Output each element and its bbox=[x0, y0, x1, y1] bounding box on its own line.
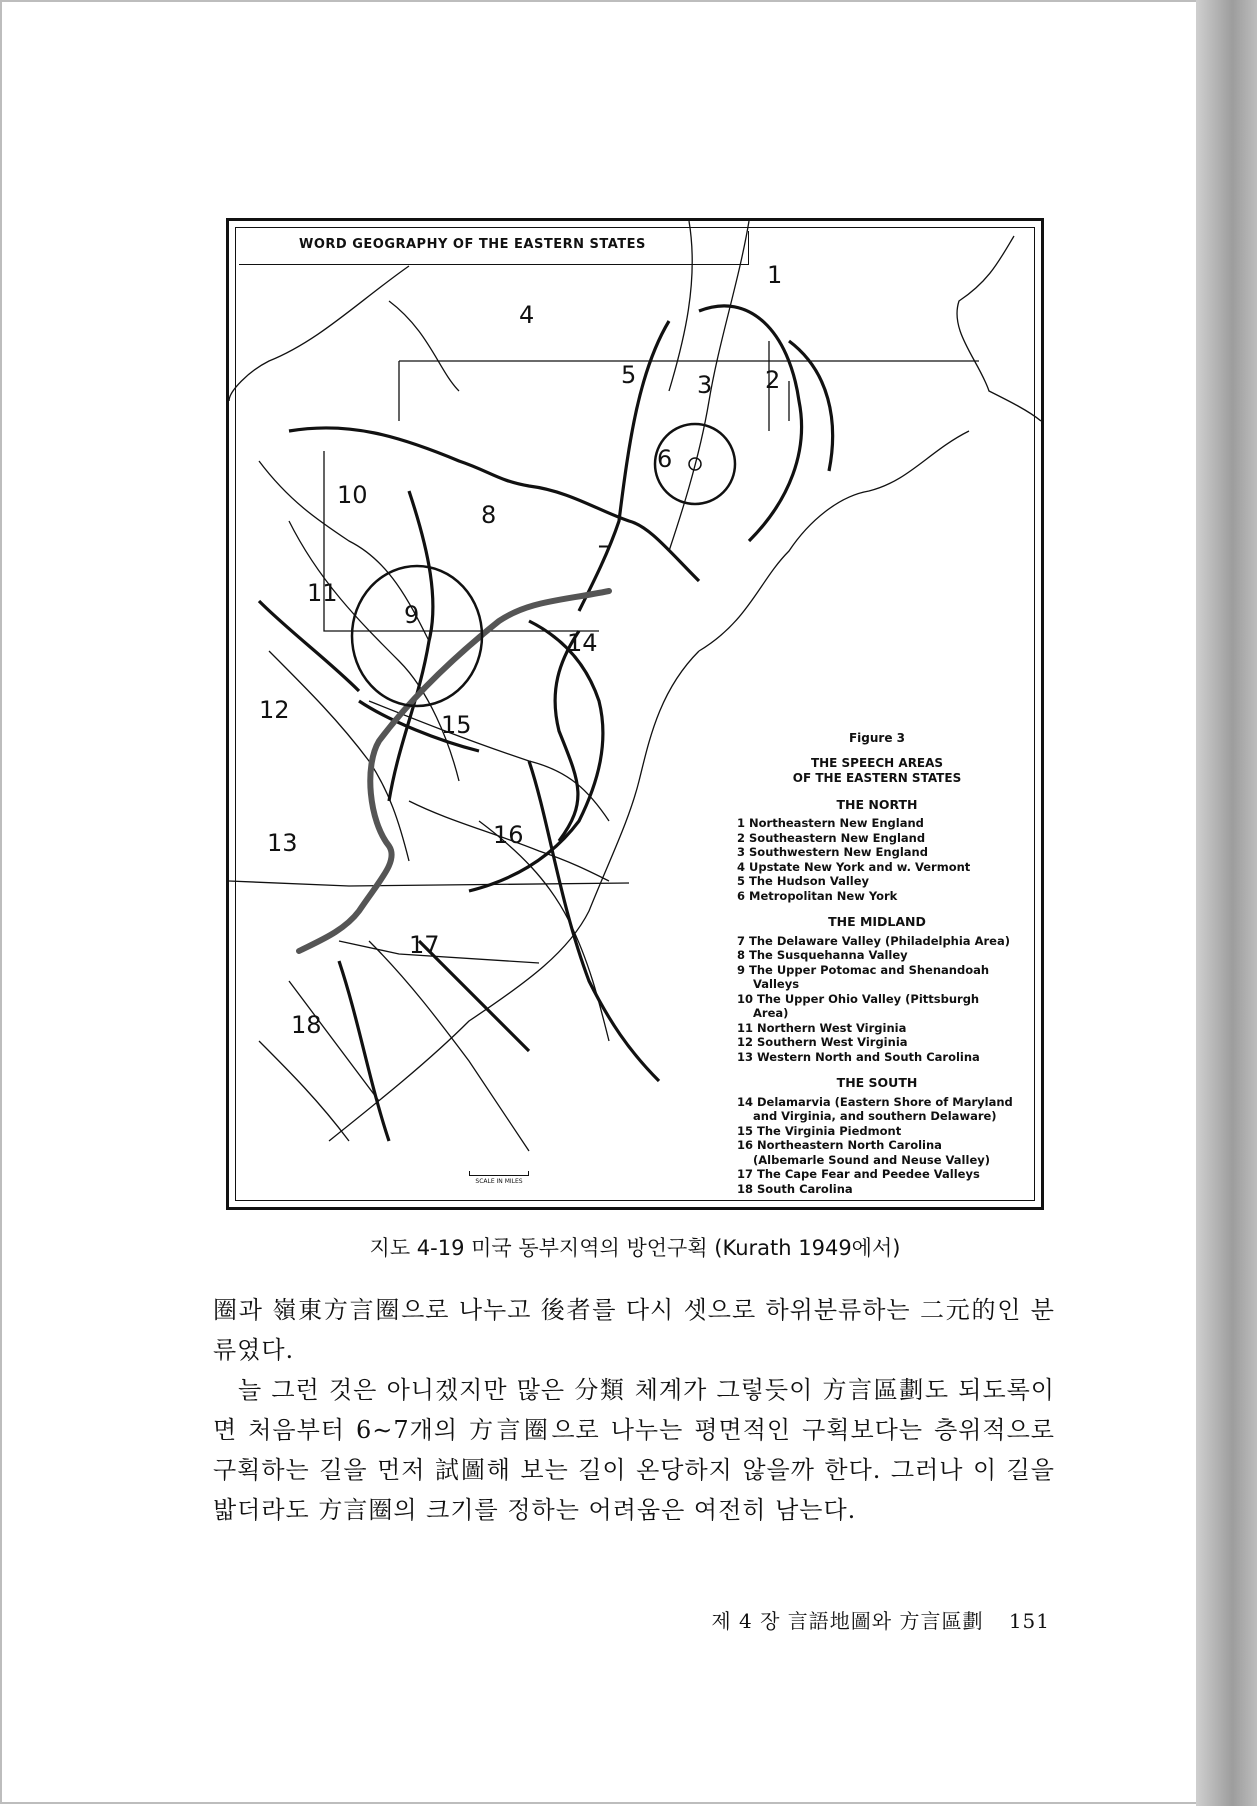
legend-item: 3 Southwestern New England bbox=[737, 845, 928, 859]
figure-caption: 지도 4-19 미국 동부지역의 방언구획 (Kurath 1949에서) bbox=[369, 1236, 901, 1260]
area-number: 6 bbox=[657, 445, 673, 473]
area-number: 5 bbox=[621, 361, 637, 389]
figure-label: Figure 3 bbox=[848, 731, 906, 745]
legend-item: 7 The Delaware Valley (Philadelphia Area) bbox=[737, 933, 1010, 948]
area-number: 3 bbox=[697, 371, 713, 399]
area-number: 1 bbox=[767, 261, 783, 289]
legend-item: 10 The Upper Ohio Valley (Pittsburgh Area) bbox=[737, 991, 980, 1020]
area-number: 9 bbox=[404, 601, 420, 629]
paragraph: 圈과 嶺東方言圈으로 나누고 後者를 다시 셋으로 하위분류하는 二元的인 분류였다. bbox=[213, 1296, 1055, 1364]
legend-item: 12 Southern West Virginia bbox=[737, 1035, 908, 1049]
legend-item: 16 Northeastern North Carolina (Albemarle Sound and Neuse Valley) bbox=[737, 1138, 990, 1167]
legend-item: 2 Southeastern New England bbox=[737, 830, 926, 845]
area-number: 14 bbox=[567, 629, 598, 657]
legend-item: 8 The Susquehanna Valley bbox=[737, 948, 908, 962]
body-text bbox=[213, 1290, 1055, 1530]
area-number: 15 bbox=[441, 711, 472, 739]
legend-item: 14 Delamarvia (Eastern Shore of Maryland and Virginia, and southern Delaware) bbox=[737, 1094, 1013, 1123]
legend-item: 5 The Hudson Valley bbox=[737, 874, 870, 888]
map-legend bbox=[737, 731, 1017, 1196]
map-scale bbox=[469, 1171, 529, 1185]
legend-item: 1 Northeastern New England bbox=[737, 816, 924, 830]
area-number: 2 bbox=[765, 366, 781, 394]
legend-item: 11 Northern West Virginia bbox=[737, 1020, 907, 1035]
area-number: 18 bbox=[291, 1011, 322, 1039]
paragraph: 늘 그런 것은 아니겠지만 많은 分類 체계가 그렇듯이 方言區劃도 되도록이면 처음부터 6∼7개의 方言圈으로 나누는 평면적인 구획보다는 층위적으로 구획하는 길을 먼저 試圖해 보는 길이 온당하지 않을까 한다. 그러나 이 길을 밟더라도 方言圈의 크기를 정하는 어려움은 여전히 남는다. bbox=[213, 1376, 1055, 1524]
area-number: 13 bbox=[267, 829, 298, 857]
legend-group-title: THE SOUTH bbox=[836, 1075, 918, 1090]
legend-group-title: THE NORTH bbox=[836, 796, 918, 812]
legend-item: 18 South Carolina bbox=[737, 1181, 853, 1196]
legend-heading: OF THE EASTERN STATES bbox=[792, 770, 962, 785]
legend-group-title: THE MIDLAND bbox=[828, 914, 926, 929]
area-number: 12 bbox=[259, 696, 290, 724]
legend-heading: THE SPEECH AREAS bbox=[810, 755, 944, 770]
speech-areas-map bbox=[226, 218, 1044, 1210]
legend-item: 15 The Virginia Piedmont bbox=[737, 1123, 902, 1138]
page-number: 151 bbox=[1008, 1609, 1050, 1633]
area-number: 11 bbox=[307, 579, 338, 607]
scale-label: SCALE IN MILES bbox=[475, 1178, 523, 1185]
map-title: WORD GEOGRAPHY OF THE EASTERN STATES bbox=[239, 231, 749, 265]
area-number: 7 bbox=[597, 541, 613, 569]
legend-item: 6 Metropolitan New York bbox=[737, 888, 898, 903]
legend-item: 17 The Cape Fear and Peedee Valleys bbox=[737, 1167, 980, 1181]
area-number: 8 bbox=[481, 501, 497, 529]
area-number: 17 bbox=[409, 931, 440, 959]
area-number: 16 bbox=[493, 821, 524, 849]
chapter-title: 제 4 장 言語地圖와 方言區劃 bbox=[711, 1609, 984, 1633]
page-footer bbox=[650, 1605, 1050, 1634]
legend-item: 13 Western North and South Carolina bbox=[737, 1049, 980, 1064]
page-edge-shadow bbox=[1196, 0, 1257, 1806]
area-number: 10 bbox=[337, 481, 368, 509]
legend-item: 9 The Upper Potomac and Shenandoah Valleys bbox=[737, 962, 990, 991]
area-number: 4 bbox=[519, 301, 535, 329]
legend-item: 4 Upstate New York and w. Vermont bbox=[737, 859, 971, 874]
scale-bar bbox=[469, 1171, 529, 1176]
